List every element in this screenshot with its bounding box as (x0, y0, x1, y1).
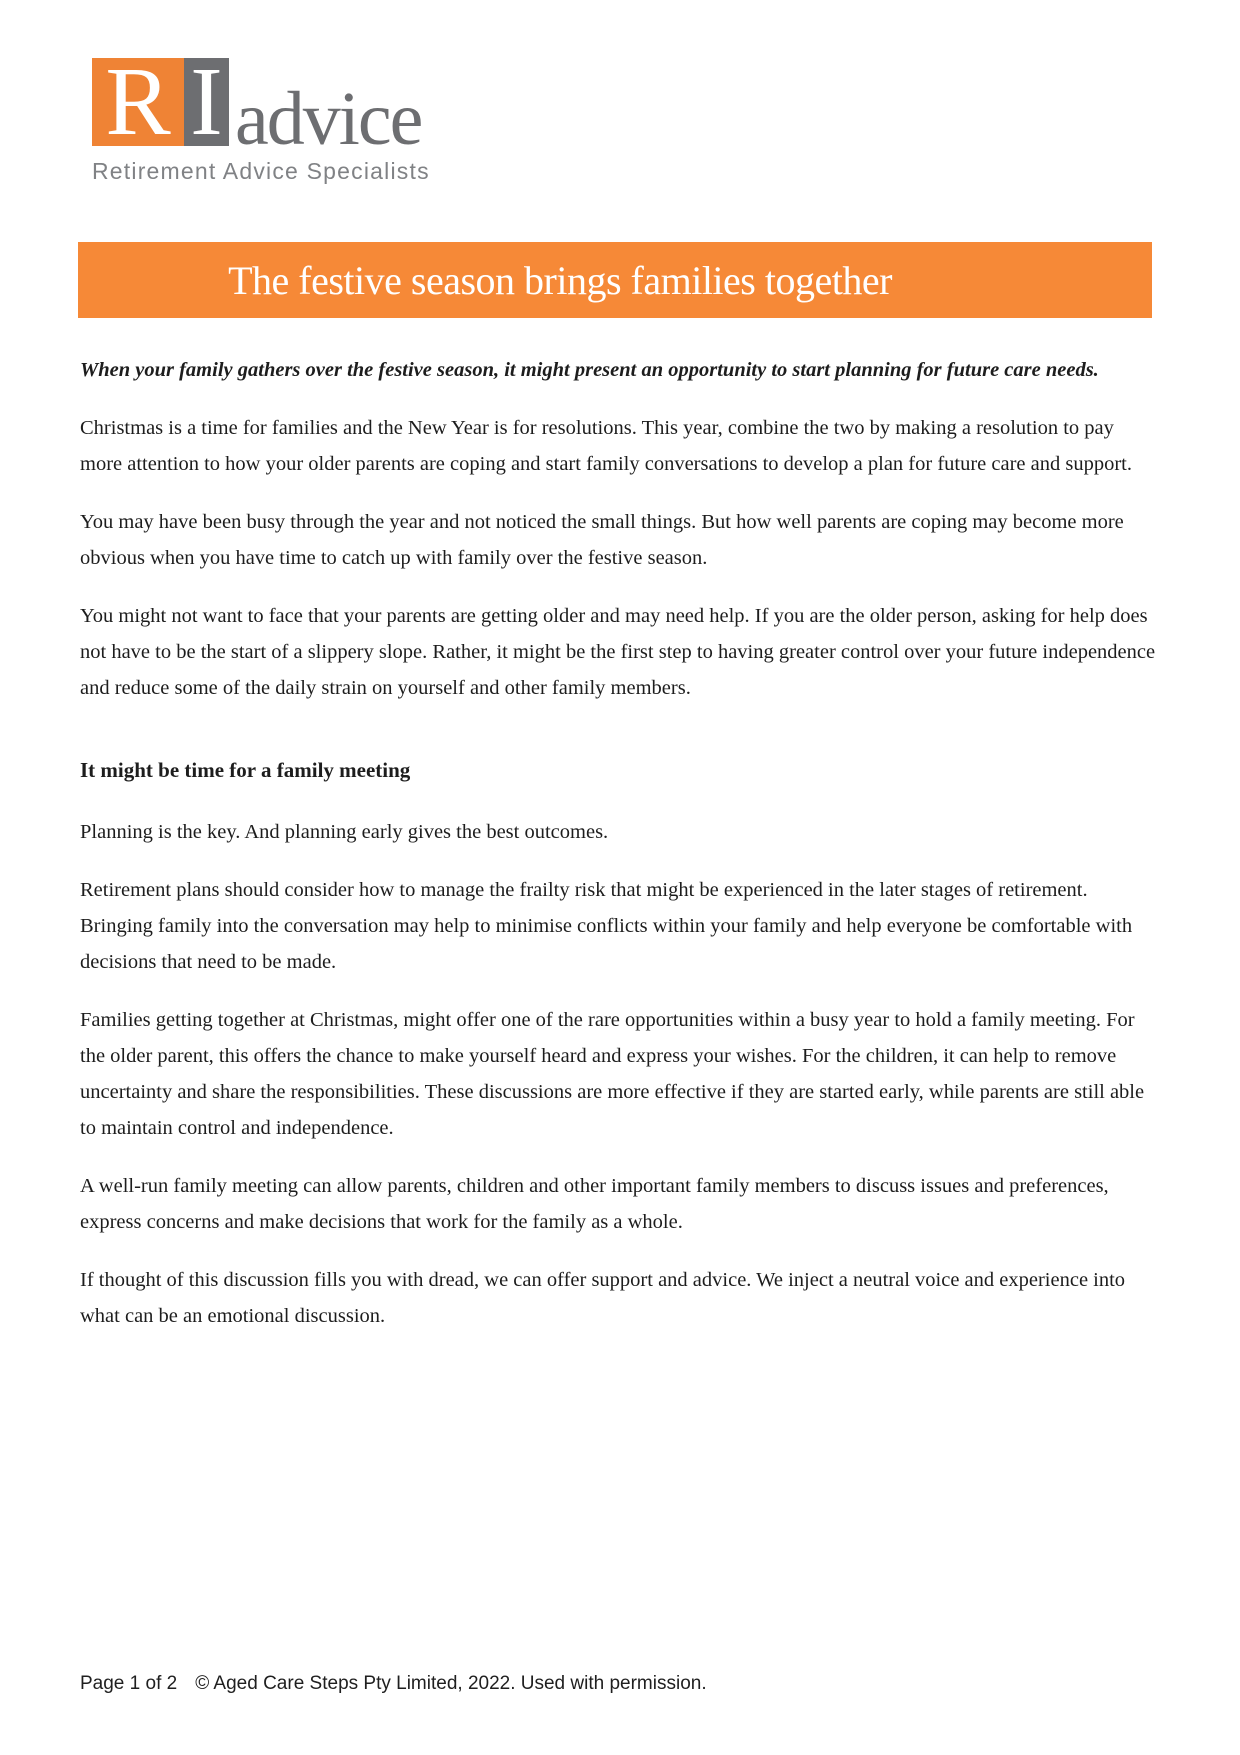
paragraph: A well-run family meeting can allow parents, children and other important family members to discuss issues and preferences, express concerns and make decisions that work for the family as a whole. (80, 1175, 1109, 1233)
copyright-text: © Aged Care Steps Pty Limited, 2022. Used with permission. (195, 1673, 707, 1694)
logo-wordmark: advice (235, 76, 422, 161)
logo (92, 0, 1240, 185)
logo-letter-r-square: R (92, 58, 184, 146)
lead-paragraph: When your family gathers over the festive season, it might present an opportunity to start planning for future care needs. (80, 359, 1099, 381)
logo-tagline: Retirement Advice Specialists (92, 158, 430, 184)
paragraph: Christmas is a time for families and the New Year is for resolutions. This year, combine the two by making a resolution to pay more attention to how your older parents are coping and start family conversations to develop a plan for future care and support. (80, 417, 1132, 475)
section-heading: It might be time for a family meeting (80, 758, 411, 782)
page-footer (80, 1673, 707, 1695)
logo-letter-i-square: I (184, 58, 229, 146)
paragraph: You may have been busy through the year and not noticed the small things. But how well parents are coping may become more obvious when you have time to catch up with family over the festive season. (80, 511, 1124, 569)
article-body (80, 352, 1160, 1334)
logo-mark (92, 58, 1240, 161)
paragraph: Retirement plans should consider how to manage the frailty risk that might be experienced in the later stages of retirement. Bringing family into the conversation may help to minimise conflicts within your family and help everyone be comfortable with decisions that need to be made. (80, 879, 1133, 973)
paragraph: You might not want to face that your parents are getting older and may need help. If you are the older person, asking for help does not have to be the start of a slippery slope. Rather, it might be the first step to having greater control over your future independence and reduce some of the daily strain on yourself and other family members. (80, 605, 1156, 699)
page-title: The festive season brings families together (228, 257, 892, 303)
paragraph: Families getting together at Christmas, might offer one of the rare opportunities within a busy year to hold a family meeting. For the older parent, this offers the chance to make yourself heard and express your wishes. For the children, it can help to remove uncertainty and share the responsibilities. These discussions are more effective if they are started early, while parents are still able to maintain control and independence. (80, 1009, 1145, 1139)
paragraph: Planning is the key. And planning early gives the best outcomes. (80, 821, 609, 843)
paragraph: If thought of this discussion fills you with dread, we can offer support and advice. We inject a neutral voice and experience into what can be an emotional discussion. (80, 1269, 1126, 1327)
title-banner (78, 242, 1152, 318)
page-number-label: Page 1 of 2 (80, 1673, 178, 1694)
